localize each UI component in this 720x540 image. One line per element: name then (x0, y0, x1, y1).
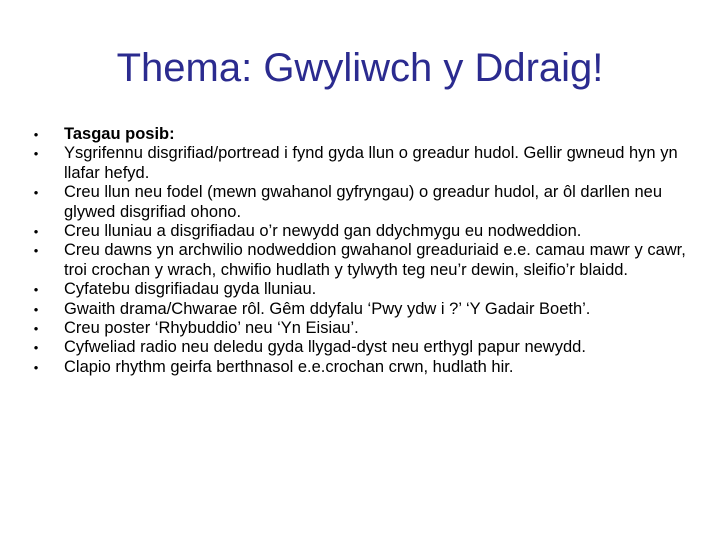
bullet-icon: • (33, 359, 39, 375)
bullet-item (30, 319, 690, 338)
bullet-text: Cyfatebu disgrifiadau gyda lluniau. (64, 280, 317, 299)
bullet-icon: • (33, 301, 39, 317)
bullet-item (30, 183, 690, 222)
bullet-icon: • (33, 146, 39, 162)
bullet-text: Creu poster ‘Rhybuddio’ neu ‘Yn Eisiau’. (64, 319, 359, 338)
bullet-icon: • (33, 321, 39, 337)
bullet-icon: • (33, 243, 39, 259)
bullet-icon: • (33, 127, 39, 142)
bullet-icon: • (33, 224, 39, 240)
bullet-text: Tasgau posib: (64, 125, 175, 143)
slide-title: Thema: Gwyliwch y Ddraig! (116, 46, 604, 90)
bullet-text: Cyfweliad radio neu deledu gyda llygad-dyst neu erthygl papur newydd. (64, 338, 586, 357)
bullet-item (30, 358, 690, 377)
bullet-text: Creu lluniau a disgrifiadau o’r newydd gan ddychmygu eu nodweddion. (64, 222, 582, 241)
bullet-text: Creu llun neu fodel (mewn gwahanol gyfryngau) o greadur hudol, ar ôl darllen neu glywed disgrifiad ohono. (64, 183, 663, 221)
bullet-item (30, 144, 690, 183)
bullet-list (30, 125, 690, 377)
bullet-item (30, 222, 690, 241)
bullet-icon: • (33, 340, 39, 356)
bullet-item (30, 300, 690, 319)
bullet-item-tasks-heading (30, 125, 690, 144)
bullet-icon: • (33, 185, 39, 201)
bullet-item (30, 280, 690, 299)
bullet-icon: • (33, 282, 39, 298)
bullet-item (30, 241, 690, 280)
bullet-text: Creu dawns yn archwilio nodweddion gwahanol greaduriaid e.e. camau mawr y cawr, troi crochan y wrach, chwifio hudlath y tylwyth teg neu’r dewin, sleifio’r blaidd. (64, 241, 686, 279)
bullet-text: Gwaith drama/Chwarae rôl. Gêm ddyfalu ‘Pwy ydw i ?’ ‘Y Gadair Boeth’. (64, 299, 591, 318)
bullet-text: Ysgrifennu disgrifiad/portread i fynd gyda llun o greadur hudol. Gellir gwneud hyn yn llafar hefyd. (64, 144, 678, 182)
bullet-text: Clapio rhythm geirfa berthnasol e.e.crochan crwn, hudlath hir. (64, 357, 514, 376)
bullet-item (30, 338, 690, 357)
